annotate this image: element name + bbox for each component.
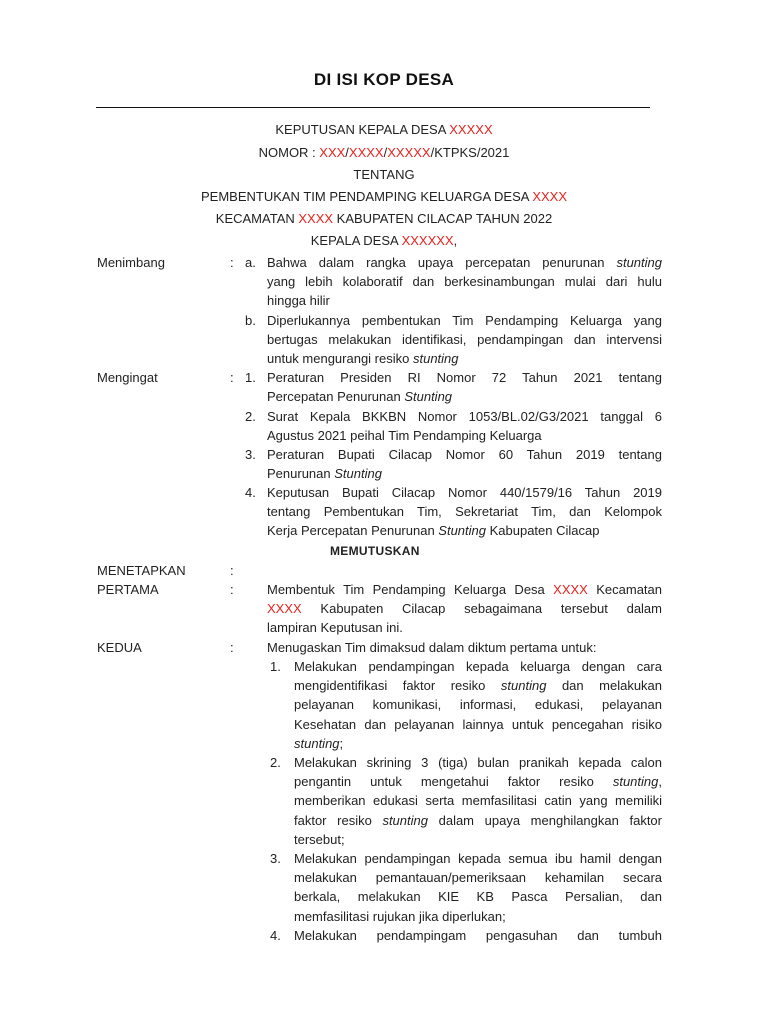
kedua-colon: : xyxy=(230,640,234,655)
kedua-4-marker: 4. xyxy=(270,928,281,943)
memutuskan-heading: MEMUTUSKAN xyxy=(330,544,420,558)
menimbang-colon: : xyxy=(230,255,234,270)
mengingat-2-text: Surat Kepala BKKBN Nomor 1053/BL.02/G3/2021 tanggal 6 Agustus 2021 peihal Tim Pendamping Keluarga xyxy=(267,409,662,444)
title-keputusan: KEPUTUSAN KEPALA DESA XXXXX xyxy=(275,122,493,137)
mengingat-3-marker: 3. xyxy=(245,447,256,462)
kedua-intro: Menugaskan Tim dimaksud dalam diktum pertama untuk: xyxy=(267,640,597,655)
menetapkan-label: MENETAPKAN xyxy=(97,563,186,578)
kop-desa-heading: DI ISI KOP DESA xyxy=(313,70,455,89)
kedua-2-text: Melakukan skrining 3 (tiga) bulan pranikah kepada calon pengantin untuk mengetahui faktor resiko stunting, memberikan edukasi serta memfasilitasi catin yang memiliki faktor resiko stunting dalam upaya menghilangkan faktor tersebut; xyxy=(294,755,662,847)
title-nomor: NOMOR : XXX/XXXX/XXXXX/KTPKS/2021 xyxy=(258,145,510,160)
mengingat-label: Mengingat xyxy=(97,370,158,385)
menetapkan-colon: : xyxy=(230,563,234,578)
kedua-3-text: Melakukan pendampingan kepada semua ibu hamil dengan melakukan pemantauan/pemeriksaan kehamilan secara berkala, melakukan KIE KB Pasca Persalian, dan memfasilitasi rujukan jika diperlukan; xyxy=(294,851,662,924)
menimbang-b-text: Diperlukannya pembentukan Tim Pendamping Keluarga yang bertugas melakukan identifikasi, pendampingan dan intervensi untuk mengurangi resiko stunting xyxy=(267,313,662,367)
title-pembentukan: PEMBENTUKAN TIM PENDAMPING KELUARGA DESA XXXX xyxy=(200,189,568,204)
title-tentang: TENTANG xyxy=(353,167,415,182)
kop-divider xyxy=(96,107,650,108)
menimbang-a-marker: a. xyxy=(245,255,256,270)
title-kecamatan: KECAMATAN XXXX KABUPATEN CILACAP TAHUN 2022 xyxy=(215,211,553,226)
mengingat-4-text: Keputusan Bupati Cilacap Nomor 440/1579/16 Tahun 2019 tentang Pembentukan Tim, Sekretariat Tim, dan Kelompok Kerja Percepatan Penurunan Stunting Kabupaten Cilacap xyxy=(267,485,662,539)
mengingat-2-marker: 2. xyxy=(245,409,256,424)
mengingat-3-text: Peraturan Bupati Cilacap Nomor 60 Tahun 2019 tentang Penurunan Stunting xyxy=(267,447,662,482)
mengingat-4-marker: 4. xyxy=(245,485,256,500)
mengingat-1-marker: 1. xyxy=(245,370,256,385)
kedua-1-marker: 1. xyxy=(270,659,281,674)
menimbang-a-text: Bahwa dalam rangka upaya percepatan penurunan stunting yang lebih kolaboratif dan berkesinambungan mulai dari hulu hingga hilir xyxy=(267,255,662,309)
pertama-text: Membentuk Tim Pendamping Keluarga Desa XXXX Kecamatan XXXX Kabupaten Cilacap sebagaimana tersebut dalam lampiran Keputusan ini. xyxy=(267,582,663,636)
kedua-4-text: Melakukan pendampingam pengasuhan dan tumbuh xyxy=(294,928,662,943)
pertama-label: PERTAMA xyxy=(97,582,159,597)
menimbang-b-marker: b. xyxy=(245,313,256,328)
kedua-label: KEDUA xyxy=(97,640,142,655)
title-kepala-desa: KEPALA DESA XXXXXX, xyxy=(310,233,458,248)
kedua-3-marker: 3. xyxy=(270,851,281,866)
pertama-colon: : xyxy=(230,582,234,597)
kedua-2-marker: 2. xyxy=(270,755,281,770)
menimbang-label: Menimbang xyxy=(97,255,165,270)
mengingat-colon: : xyxy=(230,370,234,385)
kedua-1-text: Melakukan pendampingan kepada keluarga dengan cara mengidentifikasi faktor resiko stunting dan melakukan pelayanan komunikasi, informasi, edukasi, pelayanan Kesehatan dan pelayanan lainnya untuk pencegahan risiko stunting; xyxy=(294,659,663,751)
mengingat-1-text: Peraturan Presiden RI Nomor 72 Tahun 2021 tentang Percepatan Penurunan Stunting xyxy=(267,370,662,405)
